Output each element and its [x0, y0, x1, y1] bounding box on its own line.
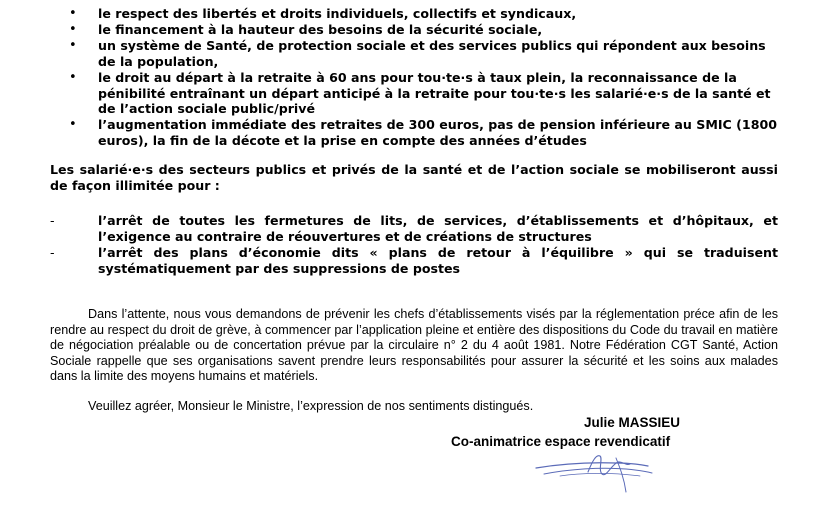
signature-stroke — [560, 473, 640, 476]
bullet-item — [48, 70, 780, 118]
bullet-item — [48, 117, 780, 149]
signatory-name: Julie MASSIEU — [583, 415, 680, 430]
body-paragraph: Dans l’attente, nous vous demandons de prévenir les chefs d’établissements visés par la réglementation préce afin de les rendre au respect du droit de grève, à commencer par l’application pleine et entière des dispositions du Code du travail en matière de négociation préalable ou de concertation prévue par la circulaire n° 2 du 4 août 1981. Notre Fédération CGT Santé, Action Sociale rappelle que ses organisations savent prendre leurs responsabilités pour assurer la sécurité et les soins aux malades dans la limite des moyens humains et matériels. — [50, 307, 778, 384]
dash-list — [50, 213, 778, 277]
bullet-text: le respect des libertés et droits individuels, collectifs et syndicaux, — [98, 6, 577, 21]
bullet-marker: • — [69, 69, 77, 85]
bullet-marker: • — [69, 37, 77, 53]
bullet-item — [48, 22, 780, 38]
bullet-item — [48, 6, 780, 22]
dash-item — [50, 213, 778, 245]
bullet-item — [48, 38, 780, 70]
bullet-marker: • — [69, 6, 77, 21]
dash-marker: - — [50, 213, 55, 228]
bullet-text: l’augmentation immédiate des retraites de 300 euros, pas de pension inférieure au SMIC (1800 euros), la fin de la décote et la prise en compte des années d’études — [98, 117, 777, 149]
bullet-text: le droit au départ à la retraite à 60 ans pour tou·te·s à taux plein, la reconnaissance de la pénibilité entraînant un départ anticipé à la retraite pour tou·te·s les salarié·e·s de la santé et de l’action sociale public/privé — [98, 69, 771, 117]
bullet-text: le financement à la hauteur des besoins de la sécurité sociale, — [98, 21, 543, 37]
bullet-text: un système de Santé, de protection sociale et des services publics qui répondent aux besoins de la population, — [98, 37, 766, 69]
signature-stroke — [588, 456, 630, 475]
mobilisation-intro: Les salarié·e·s des secteurs publics et privés de la santé et de l’action sociale se mobiliseront aussi de façon illimitée pour : — [50, 162, 778, 193]
bullet-marker: • — [69, 117, 77, 133]
demands-bullet-list — [48, 6, 780, 149]
dash-item — [50, 245, 778, 277]
dash-marker: - — [50, 244, 55, 260]
signatory-role: Co-animatrice espace revendicatif — [451, 434, 671, 449]
dash-text: l’arrêt de toutes les fermetures de lits, de services, d’établissements et d’hôpitaux, et l’exigence au contraire de réouvertures et de créations de structures — [98, 213, 778, 244]
bullet-marker: • — [69, 21, 77, 37]
dash-text: l’arrêt des plans d’économie dits « plans de retour à l’équilibre » qui se traduisent systématiquement par des suppressions de postes — [98, 244, 778, 276]
handwritten-signature — [530, 452, 660, 504]
closing-formula: Veuillez agréer, Monsieur le Ministre, l’expression de nos sentiments distingués. — [88, 399, 534, 413]
